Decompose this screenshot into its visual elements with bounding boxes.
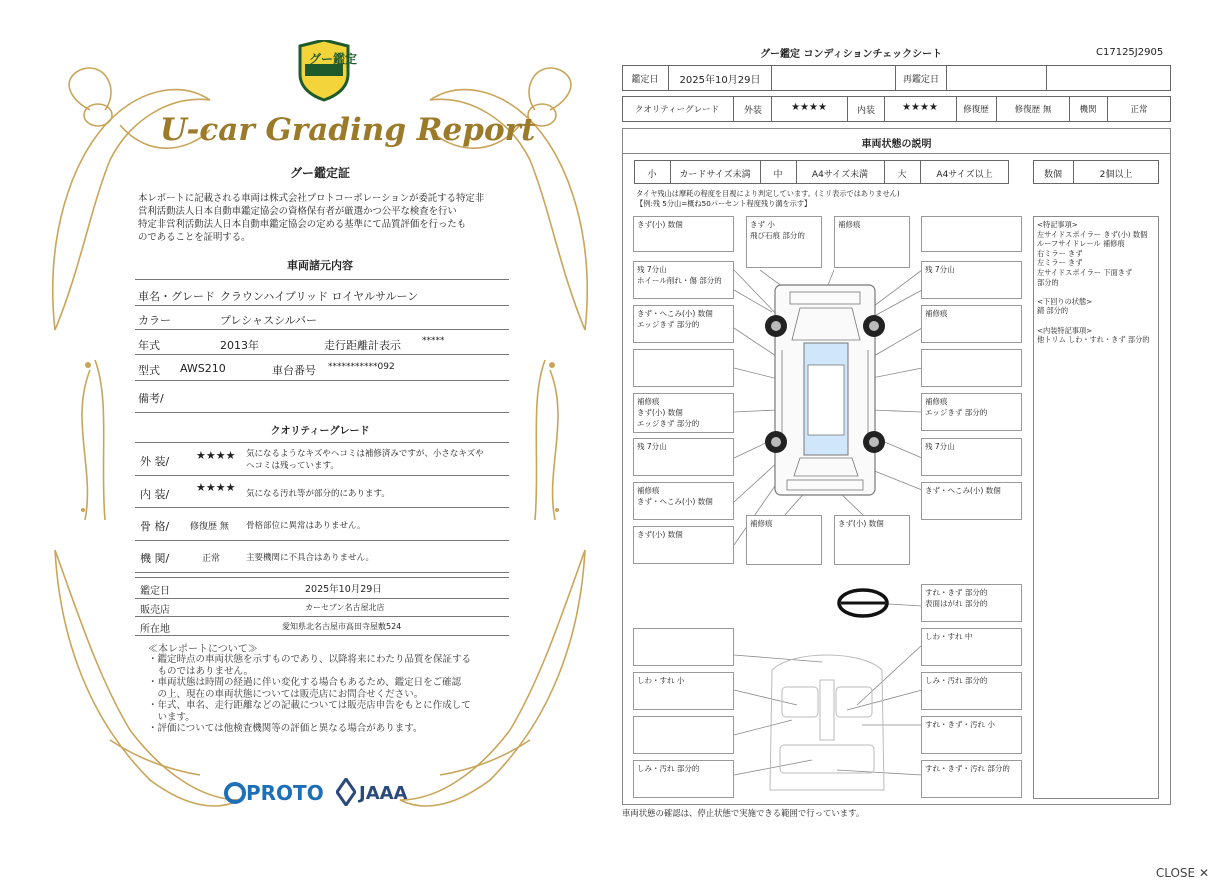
legend-large-label: 大 — [897, 170, 907, 180]
legend-medium-value: A4サイズ未満 — [811, 170, 869, 180]
damage-box: しわ・すれ 小 — [633, 672, 734, 710]
damage-box: 残 7分山 — [633, 438, 734, 476]
damage-box: すれ・きず 部分的 表面はがれ 部分的 — [921, 584, 1022, 622]
proto-logo-icon — [224, 782, 246, 804]
color-label: カラー — [138, 314, 171, 327]
ext-value: ★★★★ — [791, 102, 827, 113]
mileage-value: ***** — [422, 336, 445, 346]
damage-box: 補修痕 — [746, 515, 822, 565]
sheet-footer: 車両状態の確認は、停止状態で実施できる範囲で行っています。 — [622, 808, 865, 818]
row-date-value: 2025年10月29日 — [679, 75, 761, 86]
damage-box: 補修痕 — [921, 305, 1022, 343]
interior-label: 内 装/ — [140, 488, 170, 501]
damage-box: 残 7分山 — [921, 438, 1022, 476]
frame-desc: 骨格部位に異常はありません。 — [246, 521, 366, 531]
grading-certificate — [50, 40, 590, 820]
ext-label: 外装 — [743, 106, 762, 116]
notes-list: ・鑑定時点の車両状態を示すものであり、以降将来にわたり品質を保証する ものではありません。 ・車両状態は時間の経過に伴い変化する場合もあるため、鑑定日をご確認 の上、現在の車両状態については販売店にお問合せください。 ・年式、車名、走行距離などの記載については販売店申告をもとに作成して います。 ・評価については他検査機関等の評価と異なる場合があります。 — [148, 654, 472, 734]
damage-box — [633, 349, 734, 387]
jaaa-logo-text: JAAA — [359, 783, 408, 804]
close-button[interactable]: CLOSE ✕ — [1155, 866, 1209, 880]
damage-box: 補修痕 きず(小) 数個 エッジきず 部分的 — [633, 393, 734, 433]
chassis-label: 車台番号 — [272, 364, 316, 377]
sheet-title: グー鑑定 コンディションチェックシート — [760, 49, 943, 60]
remarks-label: 備考/ — [138, 392, 164, 405]
engine-label: 機 関/ — [140, 552, 170, 565]
frame-label: 骨 格/ — [140, 520, 170, 533]
damage-box: 残 7分山 ホイール削れ・傷 部分的 — [633, 261, 734, 299]
redate-label: 再鑑定日 — [902, 75, 939, 85]
interior-desc: 気になる汚れ等が部分的にあります。 — [246, 489, 390, 499]
int-value: ★★★★ — [902, 102, 938, 113]
intro-text: 本レポートに記載される車両は株式会社プロトコーポレーションが委託する特定非 営利活動法人日本自動車鑑定協会の資格保有者が厳選かつ公平な検査を行い 特定非営利活動法人日本自動車鑑定協会の定める基準にて品質評価を行ったも のであることを証明する。 — [138, 193, 485, 243]
chassis-value: ***********092 — [328, 362, 395, 372]
exterior-desc: 気になるようなキズやヘコミは補修済みですが、小さなキズや ヘコミは残っています。 — [246, 449, 484, 471]
script-title: U-car Grading Report — [160, 112, 536, 148]
store-label: 販売店 — [140, 605, 170, 616]
damage-box: きず・へこみ(小) 数個 エッジきず 部分的 — [633, 305, 734, 343]
int-label: 内装 — [856, 106, 875, 116]
damage-box: きず(小) 数個 — [834, 515, 910, 565]
date-value: 2025年10月29日 — [305, 584, 382, 595]
exterior-stars: ★★★★ — [196, 449, 236, 462]
damage-box: 補修痕 — [834, 216, 910, 268]
quality-header: クオリティーグレード — [270, 426, 370, 437]
section-title: 車両状態の説明 — [861, 139, 932, 150]
legend-medium-label: 中 — [773, 170, 783, 180]
damage-box: きず・へこみ(小) 数個 — [921, 482, 1022, 520]
legend-count-label: 数個 — [1043, 170, 1062, 180]
frame-value: 修復歴 無 — [190, 522, 229, 532]
damage-box — [633, 628, 734, 666]
damage-box: しみ・汚れ 部分的 — [633, 760, 734, 798]
date-label: 鑑定日 — [140, 586, 170, 597]
damage-box: きず(小) 数個 — [633, 526, 734, 564]
model-value: クラウンハイブリッド ロイヤルサルーン — [220, 290, 419, 303]
damage-box: きず(小) 数個 — [633, 216, 734, 252]
model-label: 車名・グレード — [138, 290, 215, 303]
sheet-code: C17125J2905 — [1096, 47, 1164, 58]
badge-text: グー鑑定 — [309, 52, 358, 66]
damage-box: しわ・すれ 中 — [921, 628, 1022, 666]
cert-title: グー鑑定証 — [289, 166, 350, 180]
eng-value: 正常 — [1130, 105, 1148, 115]
damage-box: すれ・きず・汚れ 小 — [921, 716, 1022, 754]
rep-value: 修復歴 無 — [1014, 105, 1052, 115]
rep-label: 修復歴 — [963, 105, 989, 115]
year-value: 2013年 — [220, 339, 259, 352]
address-label: 所在地 — [140, 624, 170, 635]
color-value: プレシャスシルバー — [220, 314, 318, 327]
mileage-label: 走行距離計表示 — [324, 339, 401, 352]
eng-label: 機関 — [1079, 105, 1097, 115]
proto-logo-text: PROTO — [246, 781, 324, 805]
legend-small-label: 小 — [647, 170, 657, 180]
damage-box: 補修痕 きず・へこみ(小) 数個 — [633, 482, 734, 520]
exterior-label: 外 装/ — [140, 455, 170, 468]
damage-box — [921, 216, 1022, 252]
address-value: 愛知県北名古屋市高田寺屋敷524 — [282, 622, 402, 631]
year-label: 年式 — [138, 339, 160, 352]
engine-value: 正常 — [202, 554, 221, 564]
damage-box: すれ・きず・汚れ 部分的 — [921, 760, 1022, 798]
legend-small-value: カードサイズ未満 — [679, 170, 751, 180]
special-notes: <特記事項> 左サイドスポイラー きず(小) 数個 ルーフサイドレール 補修痕 右ミラー きず 左ミラー きず 左サイドスポイラー 下面きず 部分的 <下回りの状態> 錆 部分的 <内装特記事項> 他トリム しわ・すれ・きず 部分的 — [1037, 220, 1150, 345]
damage-box: 残 7分山 — [921, 261, 1022, 299]
interior-stars: ★★★★ — [196, 481, 236, 494]
damage-box: しみ・汚れ 部分的 — [921, 672, 1022, 710]
spec-header: 車両諸元内容 — [287, 259, 353, 272]
type-value: AWS210 — [180, 362, 226, 375]
qg-label: クオリティーグレード — [634, 105, 720, 115]
notes-title: ≪本レポートについて≫ — [148, 644, 258, 655]
engine-desc: 主要機関に不具合はありません。 — [246, 553, 375, 563]
damage-box: きず 小 飛び石痕 部分的 — [746, 216, 822, 268]
legend-large-value: A4サイズ以上 — [936, 170, 993, 180]
row-date-label: 鑑定日 — [631, 75, 659, 85]
jaaa-logo-icon — [336, 778, 356, 806]
tire-note: タイヤ残山は摩耗の程度を目視により判定しています。(ミリ表示ではありません) 【例:残 5分山=概ね50パーセント程度残り溝を示す】 — [636, 189, 900, 208]
legend-count-value: 2個以上 — [1099, 170, 1133, 180]
damage-box — [633, 716, 734, 754]
damage-box: 補修痕 エッジきず 部分的 — [921, 393, 1022, 431]
type-label: 型式 — [138, 364, 160, 377]
damage-box — [921, 349, 1022, 387]
store-value: カーセブン名古屋北店 — [305, 603, 385, 612]
